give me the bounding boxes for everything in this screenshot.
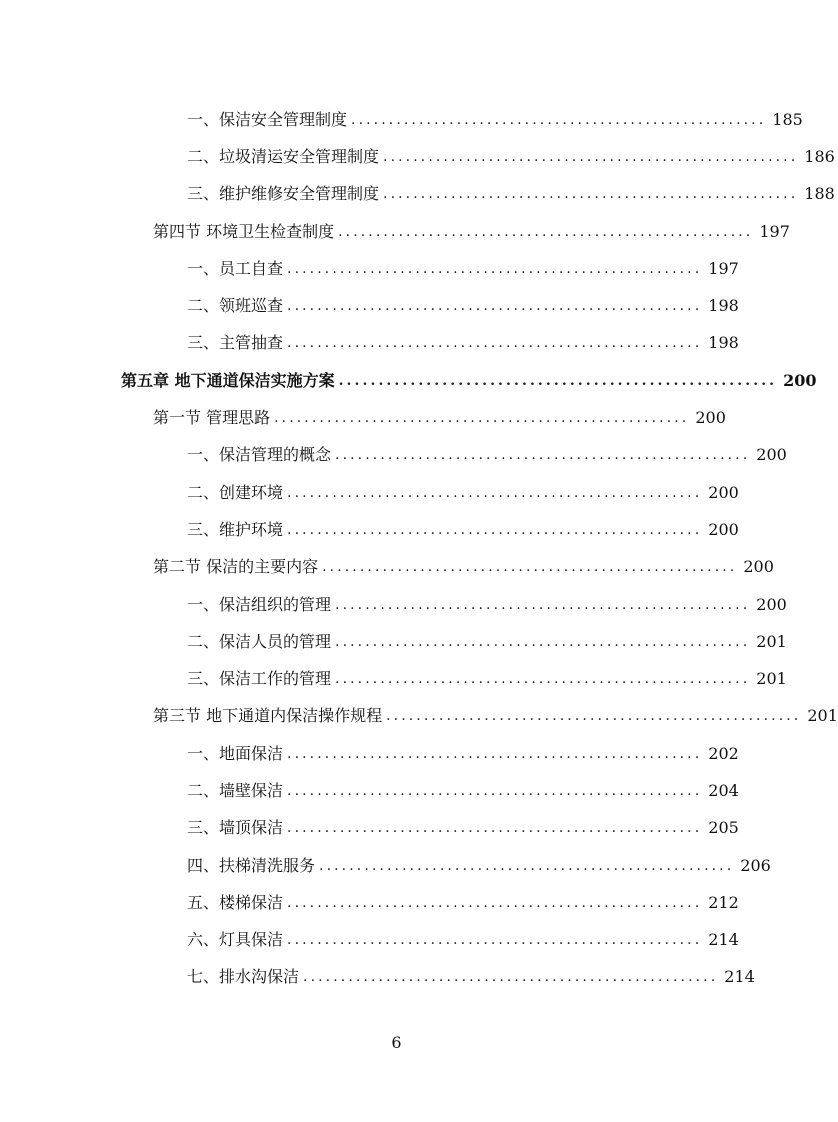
toc-leader-dots: ....................................................... bbox=[335, 596, 751, 613]
toc-entry-page: 188 bbox=[804, 184, 835, 204]
toc-entry-title: 三、墙顶保洁 bbox=[187, 818, 284, 838]
toc-entry-page: 202 bbox=[708, 743, 739, 763]
toc-entry[interactable] bbox=[0, 922, 739, 959]
toc-entry-page: 200 bbox=[708, 482, 739, 502]
toc-leader-dots: ....................................................... bbox=[287, 335, 703, 352]
toc-leader-dots: ....................................................... bbox=[287, 484, 703, 501]
toc-entry-page: 185 bbox=[772, 109, 803, 129]
toc-entry-page: 206 bbox=[740, 855, 771, 875]
toc-leader-dots: ....................................................... bbox=[287, 932, 703, 949]
toc-entry-title: 五、楼梯保洁 bbox=[187, 892, 284, 912]
toc-entry-title: 一、地面保洁 bbox=[187, 743, 284, 763]
toc-entry-page: 197 bbox=[708, 258, 739, 278]
toc-leader-dots: ....................................................... bbox=[383, 148, 799, 165]
toc-entry[interactable] bbox=[0, 437, 787, 474]
toc-entry-title: 第一节 管理思路 bbox=[153, 408, 271, 428]
toc-leader-dots: ....................................................... bbox=[287, 745, 703, 762]
toc-leader-dots: ....................................................... bbox=[338, 372, 778, 389]
toc-leader-dots: ....................................................... bbox=[274, 410, 690, 427]
toc-entry[interactable] bbox=[0, 325, 739, 362]
toc-leader-dots: ....................................................... bbox=[335, 671, 751, 688]
toc-entry-title: 六、灯具保洁 bbox=[187, 930, 284, 950]
toc-entry-title: 七、排水沟保洁 bbox=[187, 967, 300, 987]
toc-section-entry[interactable] bbox=[0, 399, 726, 436]
toc-leader-dots: ....................................................... bbox=[322, 559, 738, 576]
toc-entry[interactable] bbox=[0, 511, 739, 548]
toc-entry-page: 200 bbox=[783, 370, 817, 390]
toc-entry-page: 201 bbox=[756, 631, 787, 651]
toc-entry-title: 二、保洁人员的管理 bbox=[187, 631, 332, 651]
toc-entry-title: 第四节 环境卫生检查制度 bbox=[153, 221, 335, 241]
toc-entry-title: 二、领班巡查 bbox=[187, 296, 284, 316]
toc-leader-dots: ....................................................... bbox=[303, 969, 719, 986]
table-of-contents bbox=[0, 101, 838, 996]
toc-entry[interactable] bbox=[0, 884, 739, 921]
toc-entry-page: 200 bbox=[695, 408, 726, 428]
toc-entry[interactable] bbox=[0, 138, 835, 175]
toc-leader-dots: ....................................................... bbox=[319, 857, 735, 874]
toc-entry-page: 198 bbox=[708, 333, 739, 353]
toc-entry[interactable] bbox=[0, 660, 787, 697]
toc-leader-dots: ....................................................... bbox=[335, 633, 751, 650]
toc-entry-page: 205 bbox=[708, 818, 739, 838]
toc-entry[interactable] bbox=[0, 287, 739, 324]
toc-section-entry[interactable] bbox=[0, 698, 838, 735]
toc-entry[interactable] bbox=[0, 474, 739, 511]
toc-entry-title: 三、维护环境 bbox=[187, 519, 284, 539]
toc-leader-dots: ....................................................... bbox=[287, 820, 703, 837]
toc-entry-page: 212 bbox=[708, 892, 739, 912]
toc-leader-dots: ....................................................... bbox=[383, 186, 799, 203]
toc-entry[interactable] bbox=[0, 772, 739, 809]
page-number: 6 bbox=[391, 1033, 402, 1052]
toc-leader-dots: ....................................................... bbox=[287, 260, 703, 277]
toc-entry-page: 214 bbox=[724, 967, 755, 987]
toc-entry-title: 三、主管抽查 bbox=[187, 333, 284, 353]
toc-entry-page: 201 bbox=[756, 669, 787, 689]
toc-leader-dots: ....................................................... bbox=[287, 298, 703, 315]
toc-leader-dots: ....................................................... bbox=[287, 521, 703, 538]
toc-section-entry[interactable] bbox=[0, 213, 790, 250]
toc-entry[interactable] bbox=[0, 959, 755, 996]
toc-leader-dots: ....................................................... bbox=[386, 708, 802, 725]
toc-entry-title: 三、维护维修安全管理制度 bbox=[187, 184, 380, 204]
toc-entry[interactable] bbox=[0, 586, 787, 623]
toc-leader-dots: ....................................................... bbox=[287, 894, 703, 911]
toc-leader-dots: ....................................................... bbox=[338, 223, 754, 240]
toc-entry[interactable] bbox=[0, 176, 835, 213]
toc-leader-dots: ....................................................... bbox=[351, 111, 767, 128]
toc-entry-page: 200 bbox=[756, 445, 787, 465]
toc-entry[interactable] bbox=[0, 735, 739, 772]
toc-leader-dots: ....................................................... bbox=[287, 782, 703, 799]
toc-entry-page: 214 bbox=[708, 930, 739, 950]
toc-entry[interactable] bbox=[0, 250, 739, 287]
toc-entry-page: 197 bbox=[759, 221, 790, 241]
toc-entry-page: 201 bbox=[807, 706, 838, 726]
toc-entry-title: 四、扶梯清洗服务 bbox=[187, 855, 316, 875]
toc-leader-dots: ....................................................... bbox=[335, 447, 751, 464]
toc-entry-title: 第二节 保洁的主要内容 bbox=[153, 557, 319, 577]
toc-entry[interactable] bbox=[0, 623, 787, 660]
toc-entry-page: 200 bbox=[756, 594, 787, 614]
toc-entry[interactable] bbox=[0, 810, 739, 847]
toc-section-entry[interactable] bbox=[0, 549, 774, 586]
toc-entry-page: 204 bbox=[708, 780, 739, 800]
toc-entry-title: 第五章 地下通道保洁实施方案 bbox=[121, 370, 335, 390]
toc-entry[interactable] bbox=[0, 847, 771, 884]
toc-entry-title: 一、员工自查 bbox=[187, 258, 284, 278]
toc-entry-page: 200 bbox=[743, 557, 774, 577]
toc-entry-title: 第三节 地下通道内保洁操作规程 bbox=[153, 706, 383, 726]
toc-entry-title: 三、保洁工作的管理 bbox=[187, 669, 332, 689]
toc-chapter-entry[interactable] bbox=[0, 362, 817, 399]
toc-entry[interactable] bbox=[0, 101, 803, 138]
toc-entry-title: 二、垃圾清运安全管理制度 bbox=[187, 146, 380, 166]
toc-entry-page: 198 bbox=[708, 296, 739, 316]
toc-entry-title: 一、保洁安全管理制度 bbox=[187, 109, 348, 129]
toc-entry-page: 186 bbox=[804, 146, 835, 166]
toc-entry-title: 二、墙壁保洁 bbox=[187, 780, 284, 800]
toc-entry-title: 二、创建环境 bbox=[187, 482, 284, 502]
toc-entry-title: 一、保洁管理的概念 bbox=[187, 445, 332, 465]
toc-entry-page: 200 bbox=[708, 519, 739, 539]
toc-entry-title: 一、保洁组织的管理 bbox=[187, 594, 332, 614]
